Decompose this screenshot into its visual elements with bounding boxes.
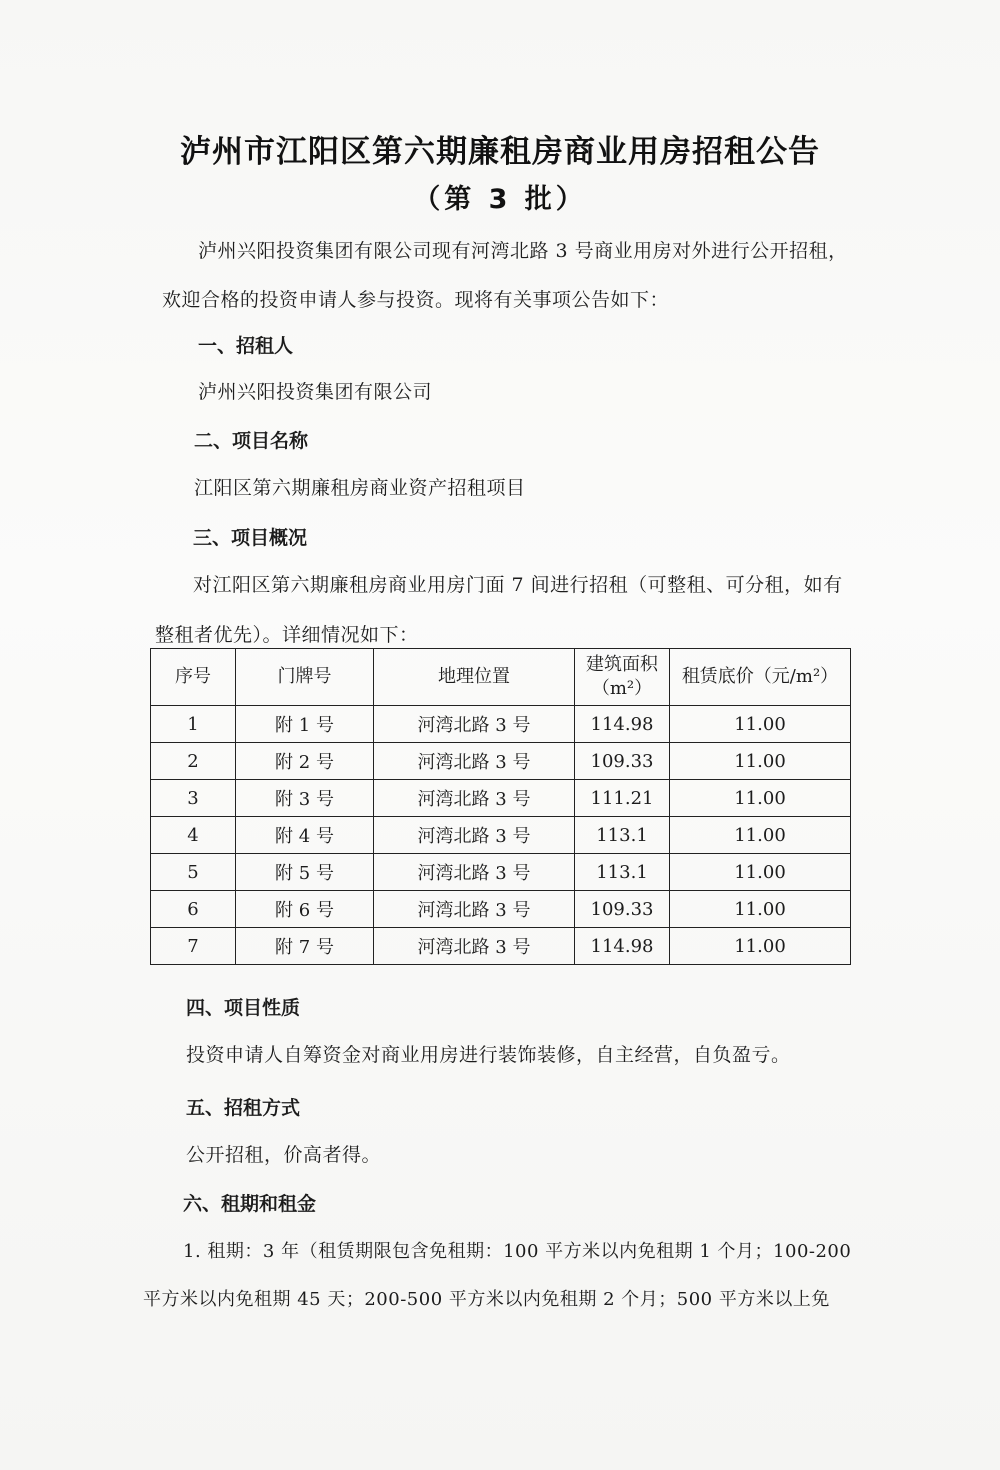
header-serial-number: 序号 xyxy=(151,649,236,706)
header-location: 地理位置 xyxy=(374,649,575,706)
cell-location: 河湾北路 3 号 xyxy=(374,928,575,965)
cell-serial-number: 3 xyxy=(151,780,236,817)
section-body-project-nature: 投资申请人自筹资金对商业用房进行装饰装修，自主经营，自负盈亏。 xyxy=(186,1044,791,1066)
header-floor-area-label: 建筑面积 xyxy=(586,654,658,675)
document-title: 泸州市江阳区第六期廉租房商业用房招租公告 xyxy=(180,134,820,170)
table-header-row xyxy=(151,649,851,706)
cell-floor-area: 113.1 xyxy=(575,854,670,891)
section-body-lease-term-line-2: 平方米以内免租期 45 天；200-500 平方米以内免租期 2 个月；500 平方米以上免 xyxy=(143,1289,830,1310)
section-heading-project-nature: 四、项目性质 xyxy=(186,997,301,1019)
header-reserve-price: 租赁底价（元/m²） xyxy=(670,649,851,706)
section-body-lease-term-line-1: 1. 租期：3 年（租赁期限包含免租期：100 平方米以内免租期 1 个月；100-200 xyxy=(183,1241,852,1262)
table-row xyxy=(151,928,851,965)
cell-floor-area: 114.98 xyxy=(575,928,670,965)
section-body-project-name: 江阳区第六期廉租房商业资产招租项目 xyxy=(194,477,526,499)
cell-floor-area: 111.21 xyxy=(575,780,670,817)
cell-serial-number: 5 xyxy=(151,854,236,891)
section-heading-lease-term-and-rent: 六、租期和租金 xyxy=(183,1193,317,1215)
cell-reserve-price: 11.00 xyxy=(670,780,851,817)
intro-paragraph-line-1: 泸州兴阳投资集团有限公司现有河湾北路 3 号商业用房对外进行公开招租， xyxy=(198,240,848,262)
intro-paragraph-line-2: 欢迎合格的投资申请人参与投资。现将有关事项公告如下： xyxy=(162,289,670,311)
table-row xyxy=(151,743,851,780)
cell-floor-area: 114.98 xyxy=(575,706,670,743)
cell-reserve-price: 11.00 xyxy=(670,891,851,928)
cell-serial-number: 2 xyxy=(151,743,236,780)
cell-location: 河湾北路 3 号 xyxy=(374,706,575,743)
table-row xyxy=(151,780,851,817)
cell-reserve-price: 11.00 xyxy=(670,854,851,891)
table-row xyxy=(151,854,851,891)
cell-location: 河湾北路 3 号 xyxy=(374,854,575,891)
cell-reserve-price: 11.00 xyxy=(670,743,851,780)
cell-location: 河湾北路 3 号 xyxy=(374,780,575,817)
section-heading-leasing-method: 五、招租方式 xyxy=(186,1097,301,1119)
cell-door-number: 附 7 号 xyxy=(236,928,374,965)
rental-units-table xyxy=(150,648,851,965)
cell-serial-number: 1 xyxy=(151,706,236,743)
cell-door-number: 附 6 号 xyxy=(236,891,374,928)
cell-door-number: 附 4 号 xyxy=(236,817,374,854)
cell-door-number: 附 3 号 xyxy=(236,780,374,817)
cell-location: 河湾北路 3 号 xyxy=(374,817,575,854)
cell-floor-area: 109.33 xyxy=(575,891,670,928)
cell-location: 河湾北路 3 号 xyxy=(374,743,575,780)
cell-serial-number: 4 xyxy=(151,817,236,854)
section-body-project-overview-line-2: 整租者优先）。详细情况如下： xyxy=(155,624,419,646)
cell-serial-number: 7 xyxy=(151,928,236,965)
section-body-landlord: 泸州兴阳投资集团有限公司 xyxy=(198,381,433,403)
cell-reserve-price: 11.00 xyxy=(670,928,851,965)
section-heading-project-overview: 三、项目概况 xyxy=(193,527,308,549)
table-row xyxy=(151,817,851,854)
section-body-leasing-method: 公开招租，价高者得。 xyxy=(186,1144,382,1166)
cell-location: 河湾北路 3 号 xyxy=(374,891,575,928)
cell-floor-area: 109.33 xyxy=(575,743,670,780)
header-floor-area-unit: （m²） xyxy=(591,678,653,699)
document-batch-subtitle: （第 3 批） xyxy=(413,184,587,215)
section-body-project-overview-line-1: 对江阳区第六期廉租房商业用房门面 7 间进行招租（可整租、可分租，如有 xyxy=(193,574,843,596)
cell-reserve-price: 11.00 xyxy=(670,706,851,743)
table-row xyxy=(151,706,851,743)
cell-door-number: 附 2 号 xyxy=(236,743,374,780)
section-heading-project-name: 二、项目名称 xyxy=(194,430,309,452)
cell-serial-number: 6 xyxy=(151,891,236,928)
cell-floor-area: 113.1 xyxy=(575,817,670,854)
header-floor-area xyxy=(575,649,670,706)
section-heading-landlord: 一、招租人 xyxy=(198,335,294,357)
table-row xyxy=(151,891,851,928)
cell-door-number: 附 1 号 xyxy=(236,706,374,743)
header-door-number: 门牌号 xyxy=(236,649,374,706)
cell-reserve-price: 11.00 xyxy=(670,817,851,854)
cell-door-number: 附 5 号 xyxy=(236,854,374,891)
